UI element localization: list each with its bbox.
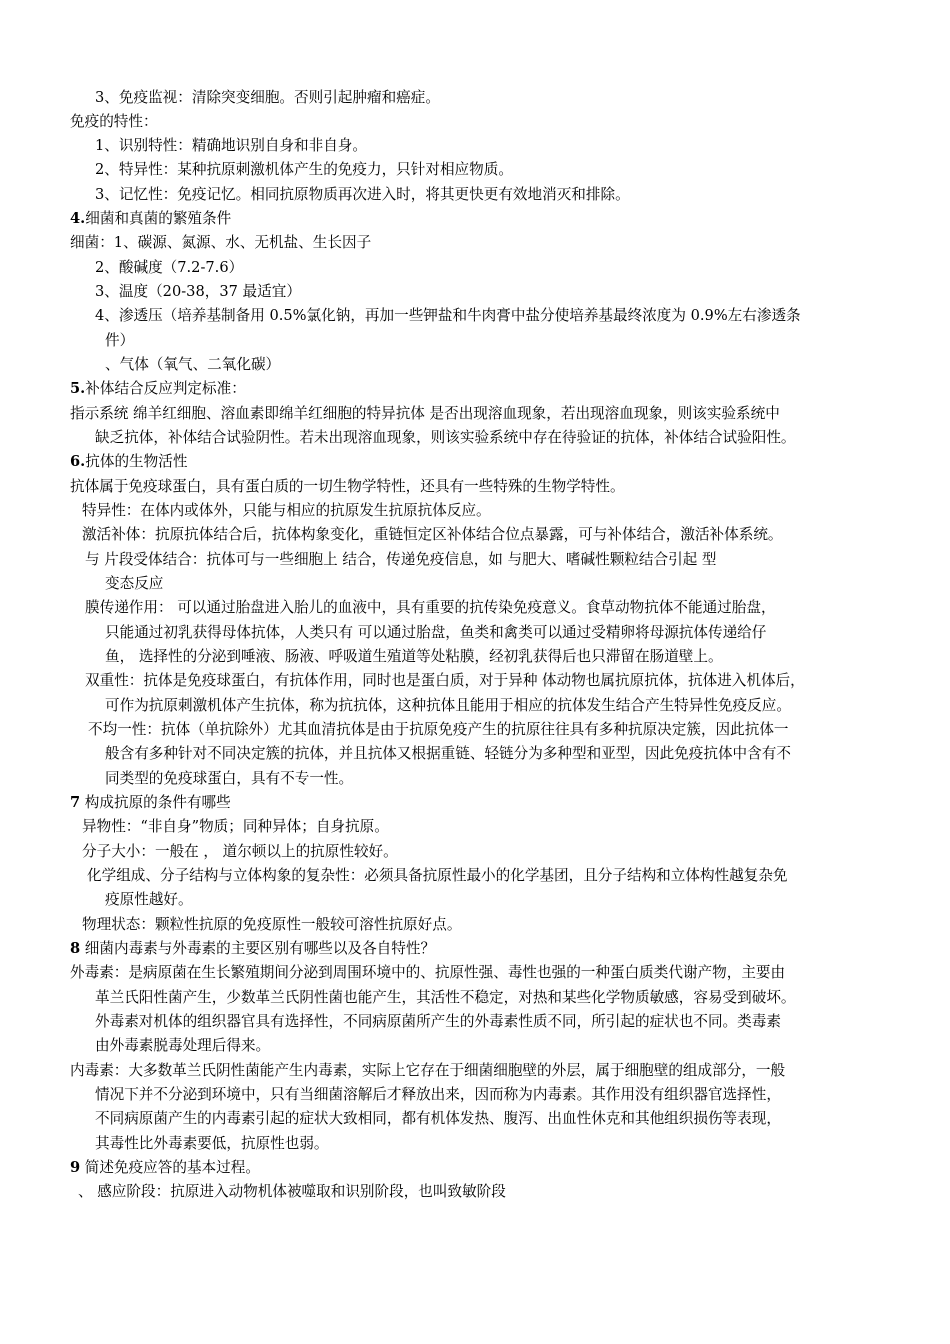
- text-line: 不均一性：抗体（单抗除外）尤其血清抗体是由于抗原免疫产生的抗原往往具有多种抗原决定簇，因此抗体一: [88, 721, 789, 738]
- section-heading: 7 构成抗原的条件有哪些: [70, 794, 231, 811]
- text-line: 特异性：在体内或体外，只能与相应的抗原发生抗原抗体反应。: [82, 502, 491, 519]
- text-line: 4、渗透压（培养基制备用 0.5%氯化钠，再加一些钾盐和牛肉膏中盐分使培养基最终浓度为 0.9%左右渗透条: [95, 307, 801, 324]
- text-line: 2、酸碱度（7.2-7.6）: [95, 259, 244, 276]
- text-line: 可作为抗原刺激机体产生抗体，称为抗抗体，这种抗体且能用于相应的抗体发生结合产生特异性免疫反应。: [105, 697, 791, 714]
- section-heading: 6.抗体的生物活性: [70, 453, 188, 470]
- text-line: 、 感应阶段：抗原进入动物机体被噬取和识别阶段，也叫致敏阶段: [78, 1183, 506, 1200]
- text-line: 般含有多种针对不同决定簇的抗体，并且抗体又根据重链、轻链分为多种型和亚型，因此免疫抗体中含有不: [105, 745, 791, 762]
- text-line: 件）: [105, 332, 135, 349]
- text-line: 外毒素：是病原菌在生长繁殖期间分泌到周围环境中的、抗原性强、毒性也强的一种蛋白质类代谢产物，主要由: [70, 964, 786, 981]
- text-line: 膜传递作用： 可以通过胎盘进入胎儿的血液中，具有重要的抗传染免疫意义。食草动物抗体不能通过胎盘，: [85, 599, 776, 616]
- text-line: 物理状态：颗粒性抗原的免疫原性一般较可溶性抗原好点。: [82, 916, 462, 933]
- text-line: 3、温度（20-38，37 最适宜）: [95, 283, 301, 300]
- text-line: 缺乏抗体，补体结合试验阴性。若未出现溶血现象，则该实验系统中存在待验证的抗体，补体结合试验阳性。: [95, 429, 796, 446]
- section-heading: 8 细菌内毒素与外毒素的主要区别有哪些以及各自特性？: [70, 940, 436, 957]
- text-line: 细菌：1、碳源、氮源、水、无机盐、生长因子: [70, 234, 372, 251]
- text-line: 1、识别特性：精确地识别自身和非自身。: [95, 137, 367, 154]
- text-line: 抗体属于免疫球蛋白，具有蛋白质的一切生物学特性，还具有一些特殊的生物学特性。: [70, 478, 625, 495]
- text-line: 鱼， 选择性的分泌到唾液、肠液、呼吸道生殖道等处粘膜，经初乳获得后也只滞留在肠道壁上。: [105, 648, 723, 665]
- text-line: 双重性：抗体是免疫球蛋白，有抗体作用，同时也是蛋白质，对于异种 体动物也属抗原抗体，抗体进入机体后，: [85, 672, 805, 689]
- text-line: 疫原性越好。: [105, 891, 193, 908]
- text-line: 变态反应: [105, 575, 164, 592]
- text-line: 同类型的免疫球蛋白，具有不专一性。: [105, 770, 354, 787]
- section-heading: 4.细菌和真菌的繁殖条件: [70, 210, 232, 227]
- text-line: 2、特异性：某种抗原刺激机体产生的免疫力，只针对相应物质。: [95, 161, 513, 178]
- section-heading: 5.补体结合反应判定标准：: [70, 380, 246, 397]
- text-line: 异物性：“非自身”物质；同种异体；自身抗原。: [82, 818, 389, 835]
- text-line: 免疫的特性：: [70, 113, 158, 130]
- text-line: 激活补体：抗原抗体结合后，抗体构象变化，重链恒定区补体结合位点暴露，可与补体结合，激活补体系统。: [82, 526, 783, 543]
- text-line: 、气体（氧气、二氧化碳）: [105, 356, 281, 373]
- text-line: 外毒素对机体的组织器官具有选择性，不同病原菌所产生的外毒素性质不同，所引起的症状也不同。类毒素: [95, 1013, 781, 1030]
- text-line: 只能通过初乳获得母体抗体，人类只有 可以通过胎盘，鱼类和禽类可以通过受精卵将母源抗体传递给仔: [105, 624, 767, 641]
- text-line: 由外毒素脱毒处理后得来。: [95, 1037, 271, 1054]
- text-line: 分子大小：一般在 ， 道尔顿以上的抗原性较好。: [82, 843, 398, 860]
- text-line: 不同病原菌产生的内毒素引起的症状大致相同，都有机体发热、腹泻、出血性休克和其他组织损伤等表现，: [95, 1110, 781, 1127]
- text-line: 革兰氏阳性菌产生，少数革兰氏阴性菌也能产生，其活性不稳定，对热和某些化学物质敏感，容易受到破坏。: [95, 989, 796, 1006]
- text-line: 情况下并不分泌到环境中，只有当细菌溶解后才释放出来，因而称为内毒素。其作用没有组织器官选择性，: [95, 1086, 781, 1103]
- section-heading: 9 简述免疫应答的基本过程。: [70, 1159, 260, 1176]
- text-line: 内毒素：大多数革兰氏阴性菌能产生内毒素，实际上它存在于细菌细胞壁的外层，属于细胞壁的组成部分，一般: [70, 1062, 786, 1079]
- text-line: 指示系统 绵羊红细胞、溶血素即绵羊红细胞的特异抗体 是否出现溶血现象，若出现溶血现象，则该实验系统中: [70, 405, 780, 422]
- text-line: 与 片段受体结合：抗体可与一些细胞上 结合，传递免疫信息，如 与肥大、嗜碱性颗粒结合引起 型: [85, 551, 717, 568]
- text-line: 3、记忆性：免疫记忆。相同抗原物质再次进入时，将其更快更有效地消灭和排除。: [95, 186, 630, 203]
- text-line: 其毒性比外毒素要低，抗原性也弱。: [95, 1135, 329, 1152]
- text-line: 3、免疫监视：清除突变细胞。否则引起肿瘤和癌症。: [95, 89, 440, 106]
- text-line: 化学组成、分子结构与立体构象的复杂性：必须具备抗原性最小的化学基团，且分子结构和立体构性越复杂免: [87, 867, 788, 884]
